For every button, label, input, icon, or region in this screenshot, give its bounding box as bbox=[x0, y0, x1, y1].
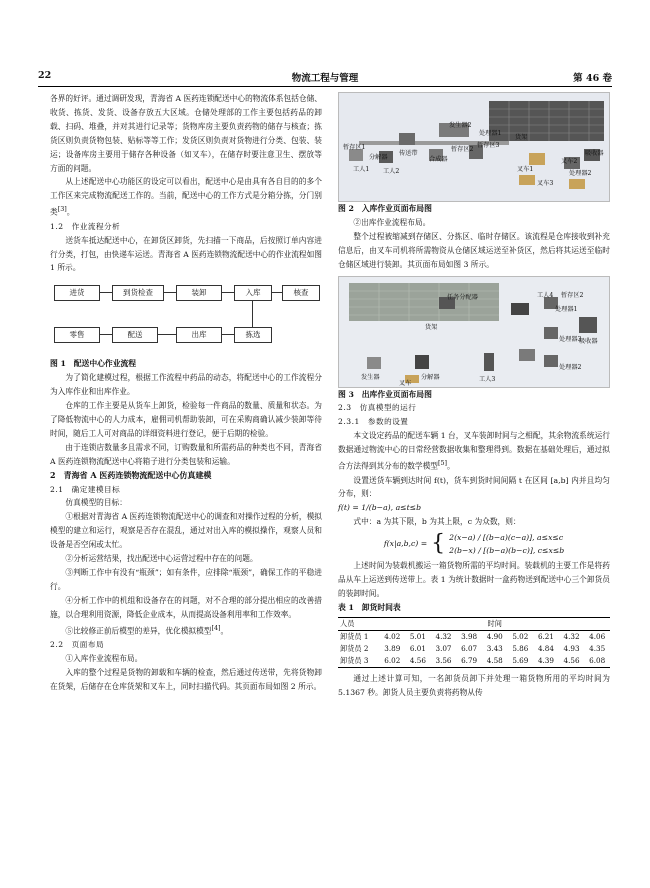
flow-arrow bbox=[271, 292, 282, 293]
fig3-label: 处理器3 bbox=[559, 335, 582, 343]
citation[interactable]: [3] bbox=[57, 205, 67, 214]
running-header bbox=[38, 70, 612, 86]
fig2-label: 传送带 bbox=[399, 150, 418, 157]
paragraph: 设置送货车辆到达时间 f(t)，货车到货时间间隔 t 在区间 [a,b] 内并且均匀分布，则： bbox=[338, 475, 610, 499]
fig3-label: 任务分配器 bbox=[447, 293, 478, 301]
paragraph: ①根据对青海省 A 医药连锁物流配送中心的调查和对操作过程的分析，模拟模型的建立和运行，观察是否存在混乱，通过对出入库的模拟操作，观察人员和设备是否空闲或太忙。 bbox=[50, 512, 322, 550]
paragraph: ②分析运营结果，找出配送中心运营过程中存在的问题。 bbox=[65, 554, 258, 564]
fig2-label: 处理器2 bbox=[569, 170, 592, 177]
formula-2-case-2: 2(b−x) / [(b−a)(b−c)], c≤x≤b bbox=[449, 546, 565, 556]
flow-box-jinhuo: 进货 bbox=[54, 285, 100, 301]
fig2-label: 合成器 bbox=[429, 156, 448, 163]
figure-3-caption: 图 3 出库作业页面布局图 bbox=[338, 389, 432, 399]
paragraph: 整个过程被缩减到存储区、分拣区、临时存储区。该流程是仓库接收到补充信息后，由叉车司机将所需物资从仓储区域运送至补货区，然后将其运送至临时仓储区域进行装卸。其页面布局如图 3 所示。 bbox=[338, 231, 610, 269]
paragraph: 仿真模型的目标： bbox=[65, 498, 127, 508]
flow-box-hecha: 核查 bbox=[282, 285, 320, 301]
flow-arrow bbox=[99, 292, 112, 293]
subsection-heading: 2.1 确定建模目标 bbox=[50, 484, 121, 494]
fig2-label: 发生器2 bbox=[449, 122, 472, 129]
fig3-label: 叉车 bbox=[399, 379, 412, 387]
paragraph: 式中：a 为其下限，b 为其上限，c 为众数，则： bbox=[353, 517, 521, 527]
fig2-label: 叉车1 bbox=[517, 166, 534, 173]
formula-2-case-1: 2(x−a) / [(b−a)(c−a)], a≤x≤c bbox=[449, 533, 564, 543]
fig3-label: 暂存区2 bbox=[561, 291, 584, 299]
formula-2-lhs: f(x|a,b,c) = bbox=[383, 539, 428, 549]
fig3-label: 发生器 bbox=[361, 373, 380, 381]
paragraph: 入库的整个过程是货物的卸载和车辆的检查，然后通过传送带，先将货物卸在货架，后储存在仓库货架和叉车上，同时扫描代码。其页面布局如图 2 所示。 bbox=[50, 667, 322, 691]
header-rule bbox=[38, 86, 612, 87]
figure-2-image bbox=[338, 92, 610, 202]
fig2-label: 暂存区3 bbox=[477, 142, 500, 149]
subsection-heading: 1.2 作业流程分析 bbox=[50, 221, 121, 231]
fig2-label: 工人1 bbox=[353, 166, 370, 173]
table-row: 卸货员 2 3.89 6.01 3.07 6.07 3.43 5.86 4.84 4.93 4.35 bbox=[340, 643, 606, 653]
paragraph: 各界的好评。通过调研发现，青海省 A 医药连锁配送中心的物流体系包括仓储、收货、拣货、发货、设备存放五大区域。仓储处理部的工作主要包括药品的卸载、扫码、堆叠，并对其进行记录等；货物库房主要负责药物的储存与核查；拣货区则负责货物包装、贴标等等工作；发货区则负责对货物进行分类、包装、装运；设备库房主要用于储存各种设备（如叉车），在储存时要注意卫生、摆放等方面的问题。 bbox=[50, 94, 322, 173]
fig2-label: 工人2 bbox=[383, 168, 400, 175]
flow-arrow bbox=[221, 292, 234, 293]
fig3-label: 吸收器 bbox=[579, 337, 598, 345]
table-row: 卸货员 1 4.02 5.01 4.32 3.98 4.90 5.02 6.21 4.32 4.06 bbox=[340, 631, 606, 641]
subsection-heading: 2.2 页面布局 bbox=[50, 640, 105, 650]
table-1 bbox=[338, 617, 610, 668]
journal-title: 物流工程与管理 bbox=[291, 73, 359, 84]
brace-symbol: { bbox=[431, 531, 446, 557]
flow-arrow bbox=[252, 301, 253, 327]
citation[interactable]: [4] bbox=[211, 623, 221, 632]
flow-arrow bbox=[99, 334, 112, 335]
flow-box-xiehuo: 装卸 bbox=[176, 285, 222, 301]
table-1-caption: 表 1 卸货时间表 bbox=[338, 602, 401, 612]
paragraph: ①入库作业流程布局。 bbox=[65, 653, 143, 663]
flow-box-ruku: 入库 bbox=[234, 285, 272, 301]
paragraph: 本文设定药品的配送车辆 1 台，叉车装卸时间与之相配，其余物流系统运行数据通过物流中心的日常经营数据收集和整理得到。数据在基础处理后，通过拟合方法得到其分布的数学模型[5]。 bbox=[338, 431, 610, 471]
paragraph: 送货车抵达配送中心，在卸货区卸货，先扫描一下商品，后按照订单内容进行分类，打包，由快递车运送。青海省 A 医药连锁物流配送中心的作业流程如图 1 所示。 bbox=[50, 235, 322, 273]
fig3-label: 处理器1 bbox=[555, 305, 578, 313]
flow-box-daohuo: 到货检查 bbox=[112, 285, 164, 301]
citation[interactable]: [5] bbox=[437, 459, 448, 468]
flow-arrow bbox=[221, 334, 234, 335]
paragraph: 从上述配送中心功能区的设定可以看出，配送中心是由具有各自目的的多个工作区来完成物流配送工作的。当前，配送中心的工作方式是分箱分拣，分门别类[3]。 bbox=[50, 177, 322, 217]
subsection-heading: 2.3 仿真模型的运行 bbox=[338, 403, 417, 413]
flow-arrow bbox=[163, 292, 176, 293]
table-row: 卸货员 3 6.02 4.56 3.56 6.79 4.58 5.69 4.39 4.56 6.08 bbox=[338, 655, 610, 668]
paragraph: ⑤比较修正前后模型的差异，优化模拟模型[4]。 bbox=[65, 623, 229, 636]
paragraph: 上述时间为装载机搬运一箱货物所需的平均时间。装载机的主要工作是将药品从车上运送到传送带上。表 1 为统计数据时一盒药物送到配送中心三个卸货员的装卸时间。 bbox=[338, 561, 610, 598]
fig2-label: 暂存区2 bbox=[451, 146, 474, 153]
paragraph: 为了简化建模过程，根据工作流程中药品的动态，将配送中心的工作流程分为入库作业和出库作业。 bbox=[50, 373, 322, 397]
table-header: 时间 bbox=[379, 617, 610, 630]
warehouse-3d-illustration bbox=[339, 93, 610, 201]
paragraph: 通过上述计算可知，一名卸货员卸下并处理一箱货物所用的平均时间为 5.1367 秒。卸货人员主要负责将药物从传 bbox=[338, 673, 610, 697]
fig2-label: 叉车2 bbox=[561, 158, 578, 165]
fig3-label: 处理器2 bbox=[559, 363, 582, 371]
figure-1-flowchart bbox=[50, 279, 322, 357]
right-column bbox=[338, 92, 610, 700]
flow-box-peisong: 配送 bbox=[112, 327, 158, 343]
fig3-label: 分解器 bbox=[421, 373, 440, 381]
fig2-label: 暂存区1 bbox=[343, 144, 366, 151]
page-number: 22 bbox=[38, 70, 52, 81]
formula-2-cases bbox=[449, 531, 564, 557]
flow-box-jianxuan: 拣选 bbox=[234, 327, 272, 343]
fig3-label: 工人3 bbox=[479, 375, 496, 383]
flow-box-lingshou: 零售 bbox=[54, 327, 100, 343]
formula-2 bbox=[338, 531, 610, 557]
volume-label: 第 46 卷 bbox=[573, 73, 612, 84]
left-column bbox=[50, 92, 322, 694]
fig3-label: 货架 bbox=[425, 323, 438, 331]
section-heading: 2 青海省 A 医药连锁物流配送中心仿真建模 bbox=[50, 469, 212, 480]
paragraph: 由于连锁店数量多且需求不同，订购数量和所需药品的种类也不同，青海省 A 医药连锁物流配送中心将箱子进行分类包装和运输。 bbox=[50, 442, 322, 466]
fig2-label: 处理器1 bbox=[479, 130, 502, 137]
paragraph: ④分析工作中的机组和设备存在的问题，对不合理的部分提出相应的改善措施，以合理利用资源，降低企业成本，从而提高设备利用率和工作效率。 bbox=[50, 595, 322, 619]
paragraph: ③判断工作中有没有“瓶颈”；如有条件，应排除“瓶颈”，确保工作的平稳进行。 bbox=[50, 567, 322, 591]
paragraph: 仓库的工作主要是从货车上卸货，检验每一件商品的数量、质量和状态。为了降低物流中心的人力成本，雇佣司机帮助装卸，可在采购商确认减少装卸等待时间，随后工人可对商品的详细资料进行登记，便于后期的检验。 bbox=[50, 401, 322, 438]
figure-1-caption: 图 1 配送中心作业流程 bbox=[50, 359, 137, 369]
table-header: 人员 bbox=[338, 617, 379, 630]
subsection-heading: 2.3.1 参数的设置 bbox=[338, 417, 409, 427]
figure-2-caption: 图 2 入库作业页面布局图 bbox=[338, 204, 432, 213]
fig2-label: 分解器 bbox=[369, 154, 388, 161]
fig2-label: 吸收器 bbox=[585, 150, 604, 157]
figure-3-image bbox=[338, 276, 610, 388]
fig2-label: 叉车3 bbox=[537, 180, 554, 187]
flow-box-chuku: 出库 bbox=[176, 327, 222, 343]
formula-1: f(t) = 1/(b−a), a≤t≤b bbox=[338, 503, 422, 513]
fig3-label: 工人4 bbox=[537, 291, 554, 299]
fig2-label: 货架 bbox=[515, 134, 528, 141]
flow-arrow bbox=[157, 334, 176, 335]
paragraph: ②出库作业流程布局。 bbox=[353, 217, 431, 227]
